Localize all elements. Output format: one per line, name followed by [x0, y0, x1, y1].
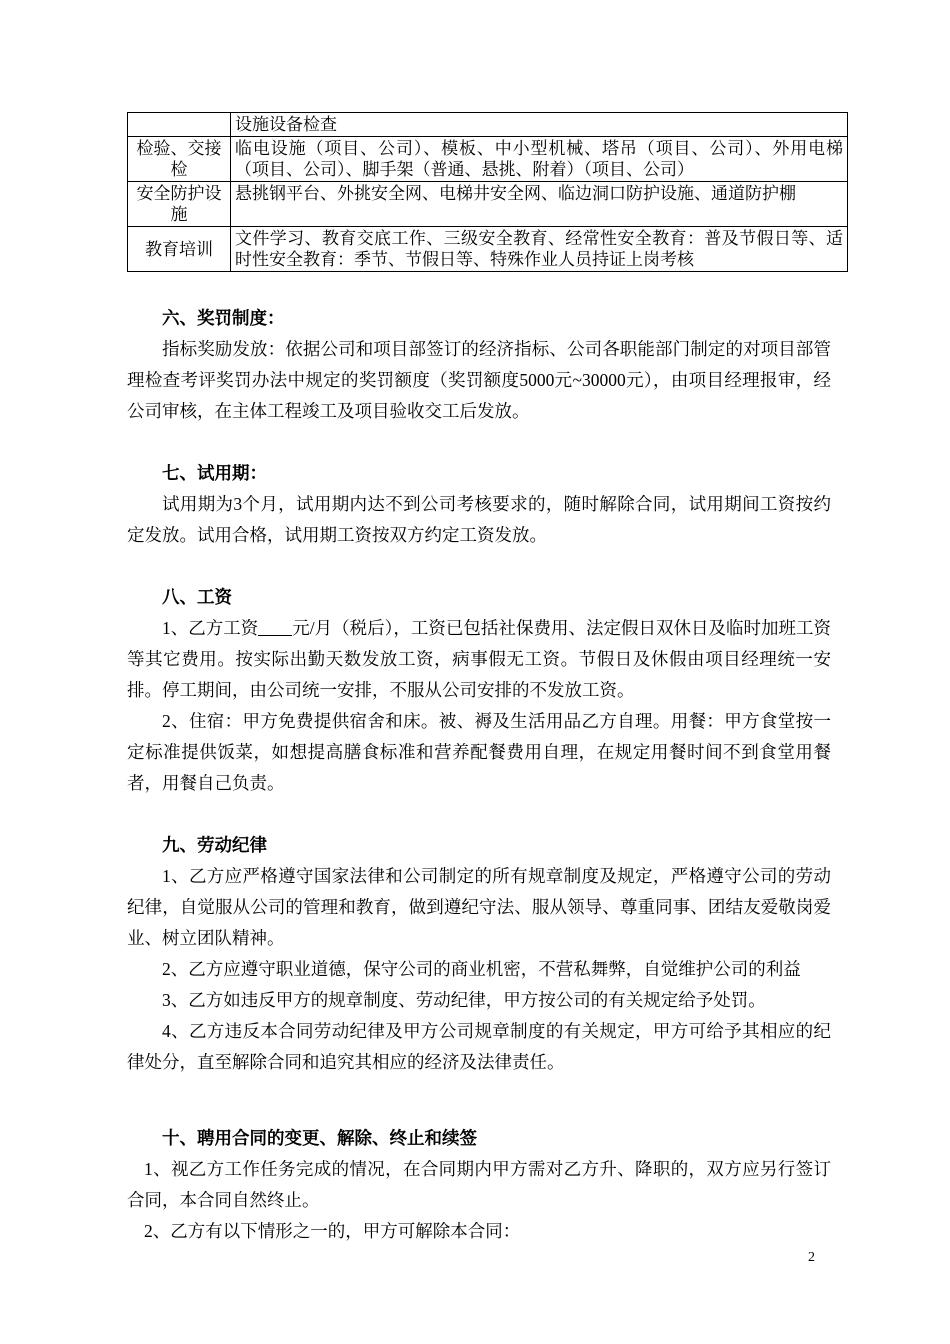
paragraph: 4、乙方违反本合同劳动纪律及甲方公司规章制度的有关规定，甲方可给予其相应的纪律处分，直至解除合同和追究其相应的经济及法律责任。: [127, 1021, 831, 1072]
wage-suffix: 元/月（税后），工资已包括社保费用、法定假日双休日及临时加班工资等其它费用。按实际出勤天数发放工资，病事假无工资。节假日及休假由项目经理统一安排。停工期间，由公司统一安排，不服从公司安排的不发放工资。: [127, 618, 831, 700]
row-content: 悬挑钢平台、外挑安全网、电梯井安全网、临边洞口防护设施、通道防护棚: [231, 182, 848, 227]
paragraph: 1、视乙方工作任务完成的情况，在合同期内甲方需对乙方升、降职的，双方应另行签订合同，本合同自然终止。: [127, 1159, 831, 1210]
table-row: [128, 182, 848, 227]
paragraph: 指标奖励发放：依据公司和项目部签订的经济指标、公司各职能部门制定的对项目部管理检查考评奖罚办法中规定的奖罚额度（奖罚额度5000元~30000元），由项目经理报审，经公司审核，在主体工程竣工及项目验收交工后发放。: [127, 339, 831, 421]
document-body: [127, 303, 831, 1278]
row-head: [128, 113, 231, 137]
row-head: 检验、交接检: [128, 137, 231, 182]
row-content: 临电设施（项目、公司）、模板、中小型机械、塔吊（项目、公司）、外用电梯（项目、公司）、脚手架（普通、悬挑、附着）（项目、公司）: [231, 137, 848, 182]
section-title: 十、聘用合同的变更、解除、终止和续签: [162, 1128, 477, 1148]
table-row: [128, 113, 848, 137]
section-rewards: [127, 303, 831, 427]
row-content: 文件学习、教育交底工作、三级安全教育、经常性安全教育：普及节假日等、适时性安全教育：季节、节假日等、特殊作业人员持证上岗考核: [231, 227, 848, 272]
section-probation: [127, 458, 831, 551]
paragraph: 2、乙方应遵守职业道德，保守公司的商业机密，不营私舞弊，自觉维护公司的利益: [162, 959, 801, 979]
section-title: 九、劳动纪律: [162, 835, 267, 855]
section-wages: [127, 582, 831, 799]
safety-inspection-table: [127, 112, 848, 272]
wage-blank: [258, 617, 292, 636]
paragraph: 2、乙方有以下情形之一的，甲方可解除本合同：: [144, 1221, 521, 1241]
paragraph: 试用期为3个月，试用期内达不到公司考核要求的，随时解除合同，试用期间工资按约定发放。试用合格，试用期工资按双方约定工资发放。: [127, 494, 831, 545]
row-head: 安全防护设施: [128, 182, 231, 227]
section-title: 八、工资: [162, 587, 232, 607]
section-title: 七、试用期：: [162, 463, 267, 483]
table-row: [128, 137, 848, 182]
section-contract-changes: [127, 1123, 831, 1247]
section-discipline: [127, 830, 831, 1078]
paragraph: 1、乙方应严格遵守国家法律和公司制定的所有规章制度及规定，严格遵守公司的劳动纪律，自觉服从公司的管理和教育，做到遵纪守法、服从领导、尊重同事、团结友爱敬岗爱业、树立团队精神。: [127, 866, 831, 948]
page-number: 2: [808, 1250, 815, 1265]
wage-prefix: 1、乙方工资: [162, 618, 259, 638]
paragraph: 2、住宿：甲方免费提供宿舍和床。被、褥及生活用品乙方自理。用餐：甲方食堂按一定标准提供饭菜，如想提高膳食标准和营养配餐费用自理，在规定用餐时间不到食堂用餐者，用餐自己负责。: [127, 711, 831, 793]
section-title: 六、奖罚制度：: [162, 308, 285, 328]
paragraph: 3、乙方如违反甲方的规章制度、劳动纪律，甲方按公司的有关规定给予处罚。: [162, 990, 766, 1010]
paragraph: [127, 613, 831, 706]
table-row: [128, 227, 848, 272]
row-head: 教育培训: [128, 227, 231, 272]
row-content: 设施设备检查: [231, 113, 848, 137]
